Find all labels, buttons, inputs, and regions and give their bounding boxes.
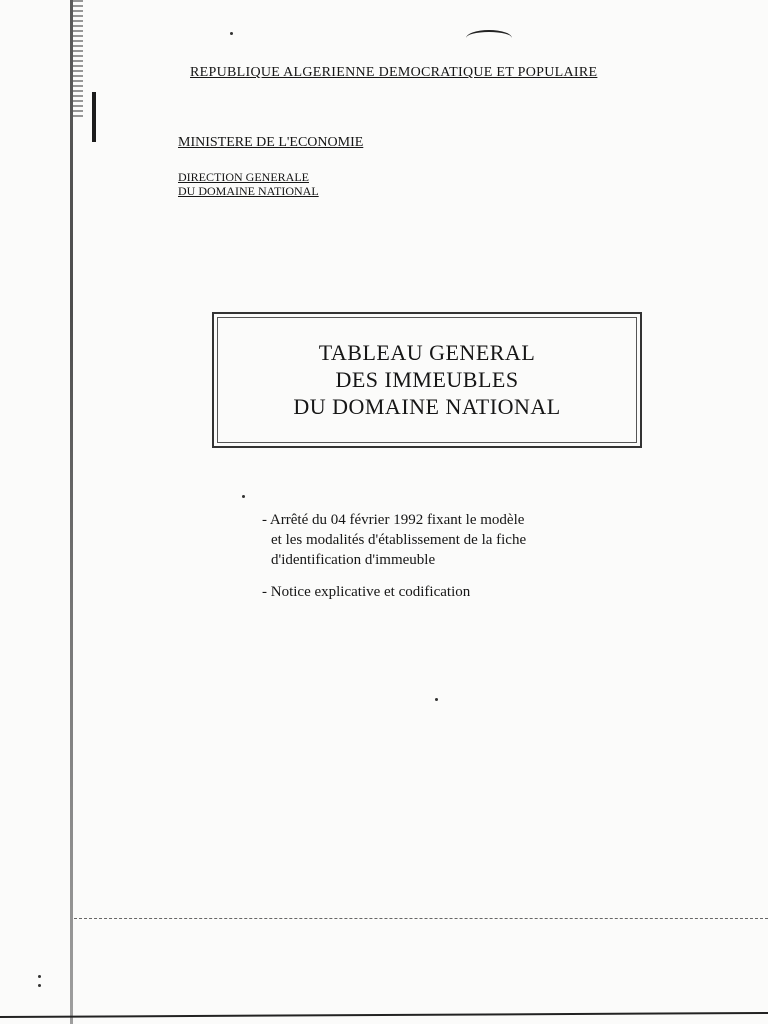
direction-line-2: DU DOMAINE NATIONAL	[178, 184, 319, 198]
direction-heading	[178, 170, 319, 198]
scan-dot	[435, 698, 438, 701]
scan-dot	[230, 32, 233, 35]
scan-dot	[38, 975, 41, 978]
note-arrete	[262, 510, 682, 570]
scan-bottom-edge	[0, 1012, 768, 1018]
scan-dot	[38, 984, 41, 987]
scan-left-speckle	[73, 0, 83, 120]
notes-list	[262, 510, 682, 614]
title-line-3: DU DOMAINE NATIONAL	[293, 394, 561, 419]
note-line: d'identification d'immeuble	[271, 552, 436, 568]
scan-bottom-rule	[74, 918, 768, 920]
direction-line-1: DIRECTION GENERALE	[178, 170, 309, 184]
note-line: - Notice explicative et codification	[262, 584, 471, 600]
title-box	[212, 312, 642, 448]
scan-dot	[242, 495, 245, 498]
note-notice	[262, 582, 682, 602]
document-title	[214, 339, 640, 420]
note-line: et les modalités d'établissement de la fiche	[271, 532, 527, 548]
scan-margin-mark	[92, 92, 96, 142]
republic-heading: REPUBLIQUE ALGERIENNE DEMOCRATIQUE ET POPULAIRE	[190, 65, 598, 80]
title-line-1: TABLEAU GENERAL	[318, 340, 536, 365]
scan-top-mark	[466, 30, 512, 46]
ministry-heading: MINISTERE DE L'ECONOMIE	[178, 135, 364, 150]
title-line-2: DES IMMEUBLES	[335, 367, 519, 392]
note-line: - Arrêté du 04 février 1992 fixant le modèle	[262, 512, 525, 528]
scan-left-edge	[70, 0, 73, 1024]
